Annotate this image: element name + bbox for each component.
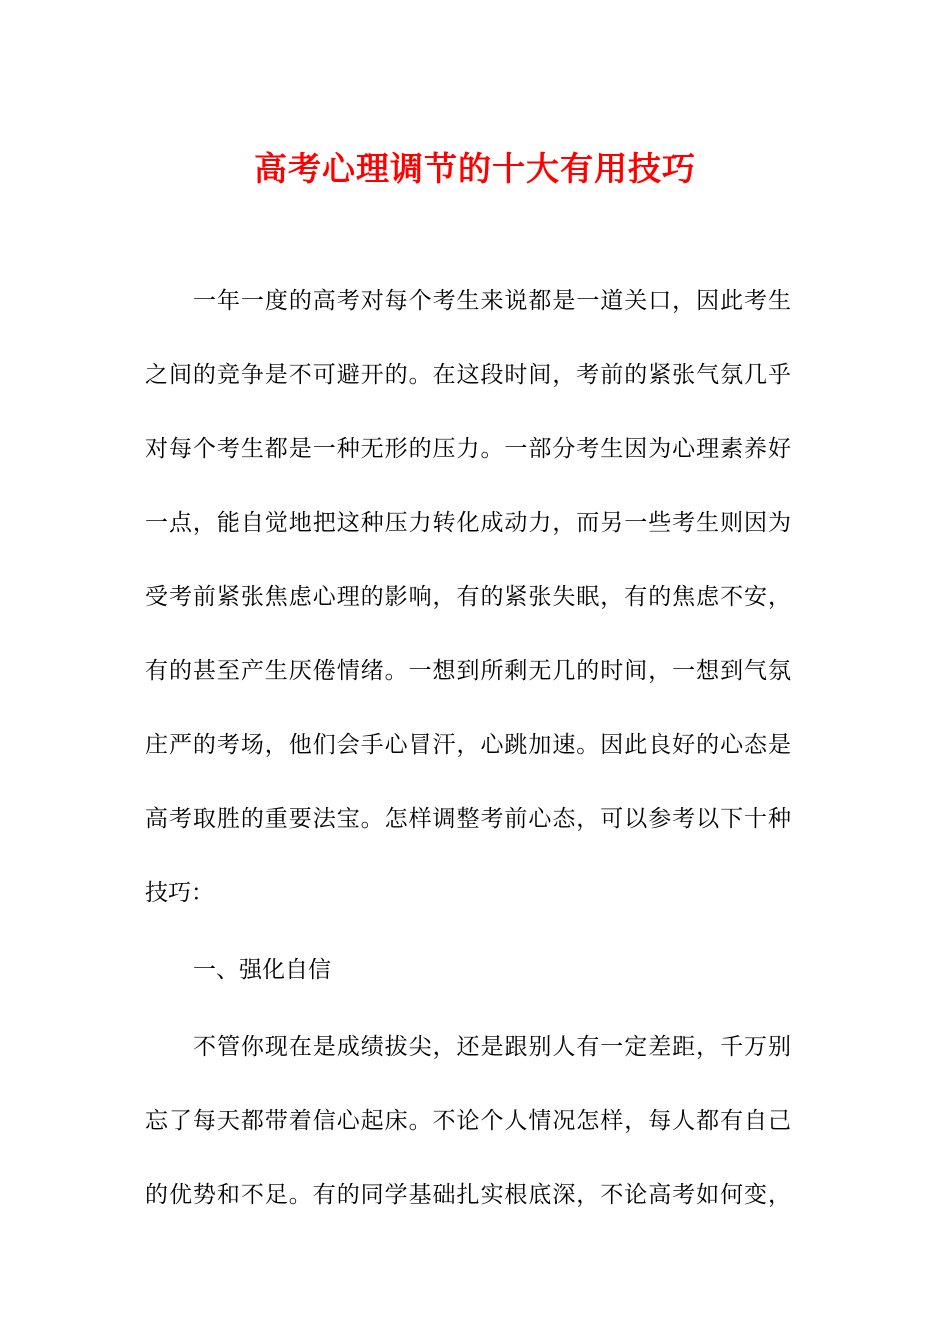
paragraph-line-8: 高考取胜的重要法宝。怎样调整考前心态，可以参考以下十种 — [145, 806, 791, 832]
document-title: 高考心理调节的十大有用技巧 — [254, 149, 696, 188]
paragraph-line-5: 受考前紧张焦虑心理的影响，有的紧张失眠，有的焦虑不安， — [145, 584, 791, 610]
paragraph-line-6: 有的甚至产生厌倦情绪。一想到所剩无几的时间，一想到气氛 — [145, 658, 791, 684]
paragraph-line-11: 忘了每天都带着信心起床。不论个人情况怎样，每人都有自己 — [145, 1108, 791, 1134]
paragraph-line-1: 一年一度的高考对每个考生来说都是一道关口，因此考生 — [193, 288, 791, 314]
paragraph-line-9: 技巧： — [145, 880, 214, 906]
paragraph-line-12: 的优势和不足。有的同学基础扎实根底深，不论高考如何变， — [145, 1182, 791, 1208]
section-heading: 一、强化自信 — [193, 957, 331, 983]
paragraph-line-4: 一点，能自觉地把这种压力转化成动力，而另一些考生则因为 — [145, 510, 791, 536]
paragraph-line-10: 不管你现在是成绩拔尖，还是跟别人有一定差距，千万别 — [193, 1034, 791, 1060]
paragraph-line-7: 庄严的考场，他们会手心冒汗，心跳加速。因此良好的心态是 — [145, 732, 791, 758]
paragraph-line-2: 之间的竞争是不可避开的。在这段时间，考前的紧张气氛几乎 — [145, 362, 791, 388]
paragraph-line-3: 对每个考生都是一种无形的压力。一部分考生因为心理素养好 — [145, 436, 791, 462]
